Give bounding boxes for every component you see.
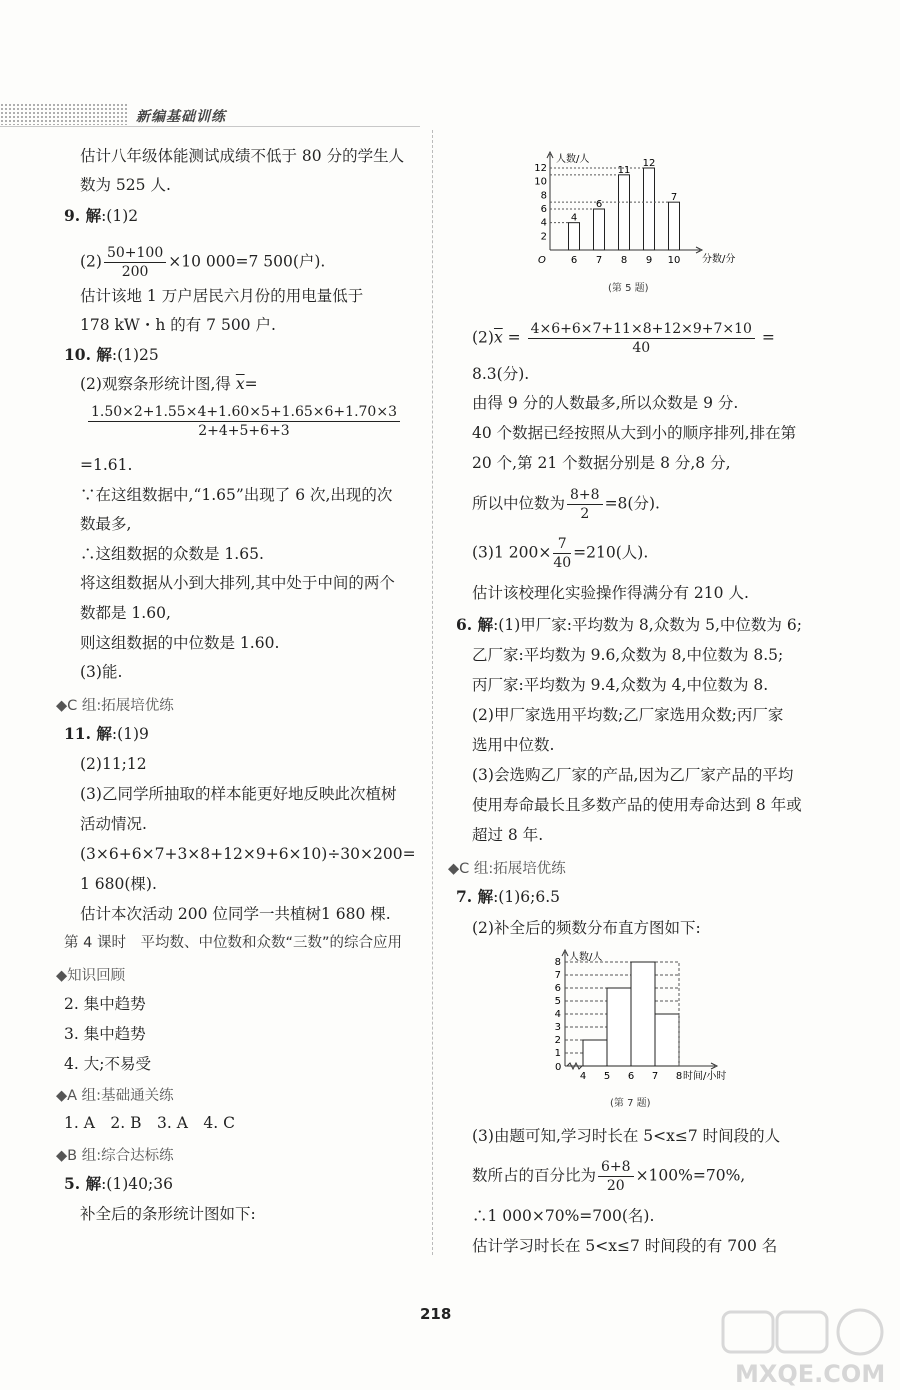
book-title: 新编基础训练	[136, 109, 226, 125]
bar	[619, 175, 630, 250]
q7-histogram	[535, 948, 750, 1088]
x-tick-label: 6	[627, 1071, 635, 1082]
text-line: (3)由题可知,学习时长在 5<x≤7 时间段的人	[472, 1127, 781, 1145]
bar-value-label: 6	[595, 199, 603, 210]
text-line: 则这组数据的中位数是 1.60.	[80, 634, 280, 652]
y-tick-label: 6	[554, 983, 561, 994]
numerator: 50+100	[104, 244, 166, 263]
bar	[669, 202, 680, 250]
text-line: (3×6+6×7+3×8+12×9+6×10)÷30×200=	[80, 845, 416, 863]
y-tick-label: 10	[534, 176, 547, 188]
chart-caption-q7: (第 7 题)	[610, 1098, 651, 1109]
y-tick-label: 6	[540, 204, 547, 215]
y-tick-label: 5	[554, 996, 561, 1007]
q9-part2	[80, 244, 325, 281]
q7-percent-line	[472, 1158, 745, 1195]
y-tick-label: 12	[534, 163, 547, 174]
q9-number: 9. 解	[64, 206, 102, 225]
origin-label: O	[538, 255, 546, 266]
text-line: 3. 集中趋势	[64, 1025, 146, 1043]
header-dot-pattern	[0, 103, 128, 125]
q6-part1: :(1)甲厂家:平均数为 8,众数为 5,中位数为 6;	[493, 616, 802, 634]
q6-number: 6. 解	[456, 615, 494, 634]
y-tick-label: 8	[554, 957, 561, 968]
text-line: ∵在这组数据中,“1.65”出现了 6 次,出现的次	[80, 486, 393, 504]
text-line: 活动情况.	[80, 815, 147, 833]
y-tick-label: 7	[554, 970, 561, 981]
label: (2)	[472, 328, 494, 347]
text: =210(人).	[573, 543, 649, 562]
y-tick-label: 3	[554, 1022, 561, 1033]
numerator: 4×6+6×7+11×8+12×9+7×10	[528, 320, 755, 339]
q11-number: 11. 解	[64, 724, 112, 743]
x-tick-label: 4	[579, 1071, 587, 1082]
numerator: 1.50×2+1.55×4+1.60×5+1.65×6+1.70×3	[88, 403, 400, 422]
x-tick-label: 5	[603, 1071, 611, 1082]
fraction	[88, 403, 400, 440]
text-line: (3)能.	[80, 663, 123, 681]
y-tick-label: 2	[540, 231, 547, 243]
denominator: 200	[121, 264, 149, 280]
text-line: 估计该校理化实验操作得满分有 210 人.	[472, 584, 749, 602]
text-line: 由得 9 分的人数最多,所以众数是 9 分.	[472, 394, 739, 412]
y-tick-label: 2	[554, 1035, 561, 1046]
bar	[569, 223, 580, 250]
text-line: 乙厂家:平均数为 9.6,众数为 8,中位数为 8.5;	[472, 646, 784, 664]
text-line: 数都是 1.60,	[80, 604, 171, 622]
text: =	[761, 328, 775, 347]
text-line: 20 个,第 21 个数据分别是 8 分,8 分,	[472, 454, 731, 472]
text: (3)1 200×	[472, 543, 552, 562]
x-tick-label: 9	[645, 255, 653, 266]
section-heading-a: ◆A 组:基础通关练	[56, 1088, 174, 1104]
text-line: 估计八年级体能测试成绩不低于 80 分的学生人	[80, 147, 405, 165]
header-rule	[0, 126, 420, 127]
fraction	[567, 486, 603, 523]
text: 所以中位数为	[472, 494, 566, 513]
fraction	[598, 1158, 634, 1195]
text-line: (2)11;12	[80, 755, 147, 773]
q9-part1: :(1)2	[101, 207, 139, 225]
text: ×100%=70%,	[635, 1166, 746, 1185]
x-bar-symbol: $\overline{x}$	[493, 328, 503, 347]
text-line: 估计该地 1 万户居民六月份的用电量低于	[80, 287, 364, 305]
x-tick-label: 6	[570, 255, 578, 266]
text-line: 使用寿命最长且多数产品的使用寿命达到 8 年或	[472, 796, 802, 814]
chart-caption-q5: (第 5 题)	[608, 283, 649, 294]
section-heading-review: ◆知识回顾	[56, 968, 126, 984]
histogram-bar	[583, 1040, 607, 1066]
q10-part1: :(1)25	[111, 346, 159, 364]
text: =8(分).	[604, 494, 660, 513]
bar-value-label: 7	[670, 192, 678, 204]
q5-bar-chart	[530, 138, 760, 273]
q5-number: 5. 解	[64, 1174, 102, 1193]
text-line: ∴这组数据的众数是 1.65.	[80, 545, 264, 563]
histogram-bar	[631, 962, 655, 1066]
histogram-bar	[655, 1014, 679, 1066]
text-line: =1.61.	[80, 456, 133, 474]
denominator: 20	[606, 1178, 625, 1194]
text: =	[244, 375, 258, 393]
q9-answer	[64, 206, 138, 226]
x-tick-label: 7	[651, 1071, 659, 1082]
x-tick-label: 10	[667, 255, 681, 266]
text: =	[507, 328, 521, 347]
q10-number: 10. 解	[64, 345, 112, 364]
lesson-title: 第 4 课时 平均数、中位数和众数“三数”的综合应用	[64, 935, 402, 951]
q11-part1: :(1)9	[111, 725, 149, 743]
text: 数所占的百分比为	[472, 1166, 597, 1185]
q6-answer	[456, 615, 802, 635]
denominator: 2+4+5+6+3	[198, 423, 290, 439]
x-axis-label: 时间/小时	[683, 1071, 727, 1082]
fraction	[553, 535, 571, 572]
numerator: 7	[553, 535, 571, 554]
text-line: 1. A 2. B 3. A 4. C	[64, 1114, 235, 1132]
x-axis-label: 分数/分	[702, 254, 736, 265]
x-bar-symbol: $\overline{x}$	[235, 375, 245, 393]
q10-part2	[80, 374, 258, 394]
numerator: 8+8	[567, 486, 603, 505]
text-line: ∴1 000×70%=700(名).	[472, 1207, 655, 1225]
q5-part1: :(1)40;36	[101, 1175, 173, 1193]
text-line: 将这组数据从小到大排列,其中处于中间的两个	[80, 574, 395, 592]
denominator: 2	[580, 506, 590, 522]
q7-answer	[456, 887, 560, 907]
y-axis-label: 人数/人	[556, 154, 590, 165]
text-line: 数最多,	[80, 515, 132, 533]
q11-answer	[64, 724, 149, 744]
x-tick-label: 8	[620, 255, 628, 266]
text-line: 选用中位数.	[472, 736, 555, 754]
x-tick-label: 7	[595, 255, 603, 266]
denominator: 40	[553, 555, 572, 571]
text-line: (3)乙同学所抽取的样本能更好地反映此次植树	[80, 785, 397, 803]
q7-part1: :(1)6;6.5	[493, 888, 560, 906]
text-line: 丙厂家:平均数为 9.4,众数为 4,中位数为 8.	[472, 676, 769, 694]
text-line: 补全后的条形统计图如下:	[80, 1205, 256, 1223]
page-number: 218	[420, 1305, 452, 1323]
section-heading-c: ◆C 组:拓展培优练	[56, 698, 174, 714]
text-line: 40 个数据已经按照从大到小的顺序排列,排在第	[472, 424, 797, 442]
histogram-bar	[607, 988, 631, 1066]
text-line: (2)甲厂家选用平均数;乙厂家选用众数;丙厂家	[472, 706, 784, 724]
q7-number: 7. 解	[456, 887, 494, 906]
y-axis-label: 人数/人	[569, 952, 603, 963]
text-line: (2)补全后的频数分布直方图如下:	[472, 919, 701, 937]
text-line: 2. 集中趋势	[64, 995, 146, 1013]
q5-part3	[472, 535, 648, 572]
column-divider	[432, 130, 433, 1255]
numerator: 6+8	[598, 1158, 634, 1177]
bar	[594, 209, 605, 250]
text-line: 178 kW・h 的有 7 500 户.	[80, 316, 276, 334]
text-line: 估计本次活动 200 位同学一共植树1 680 棵.	[80, 905, 391, 923]
section-heading-c-right: ◆C 组:拓展培优练	[448, 861, 566, 877]
text-line: 估计学习时长在 5<x≤7 时间段的有 700 名	[472, 1237, 778, 1255]
q5-median-line	[472, 486, 660, 523]
bar-value-label: 11	[617, 164, 631, 176]
q5-part2	[472, 320, 775, 357]
watermark-logo	[715, 1300, 895, 1390]
q5-answer	[64, 1174, 173, 1194]
text-line: 8.3(分).	[472, 365, 530, 383]
bar-value-label: 4	[570, 212, 578, 224]
bar-value-label: 12	[642, 158, 656, 169]
origin-label: 0	[555, 1062, 562, 1073]
y-tick-label: 1	[554, 1048, 561, 1059]
fraction	[528, 320, 755, 357]
y-tick-label: 4	[540, 217, 547, 229]
text-line: (3)会选购乙厂家的产品,因为乙厂家产品的平均	[472, 766, 794, 784]
y-tick-label: 4	[554, 1009, 561, 1020]
text: (2)观察条形统计图,得	[80, 375, 231, 393]
denominator: 40	[632, 340, 651, 356]
bar	[644, 168, 655, 250]
q10-fraction	[86, 403, 402, 440]
text: ×10 000=7 500(户).	[168, 252, 326, 271]
section-heading-b: ◆B 组:综合达标练	[56, 1148, 174, 1164]
q10-answer	[64, 345, 159, 365]
label: (2)	[80, 252, 102, 271]
svg-text:MXQE.COM: MXQE.COM	[735, 1360, 886, 1388]
text-line: 数为 525 人.	[80, 176, 171, 194]
text-line: 超过 8 年.	[472, 826, 544, 844]
text-line: 4. 大;不易受	[64, 1055, 151, 1073]
x-tick-label: 8	[675, 1071, 683, 1082]
fraction	[104, 244, 166, 281]
y-tick-label: 8	[540, 190, 547, 202]
text-line: 1 680(棵).	[80, 875, 157, 893]
